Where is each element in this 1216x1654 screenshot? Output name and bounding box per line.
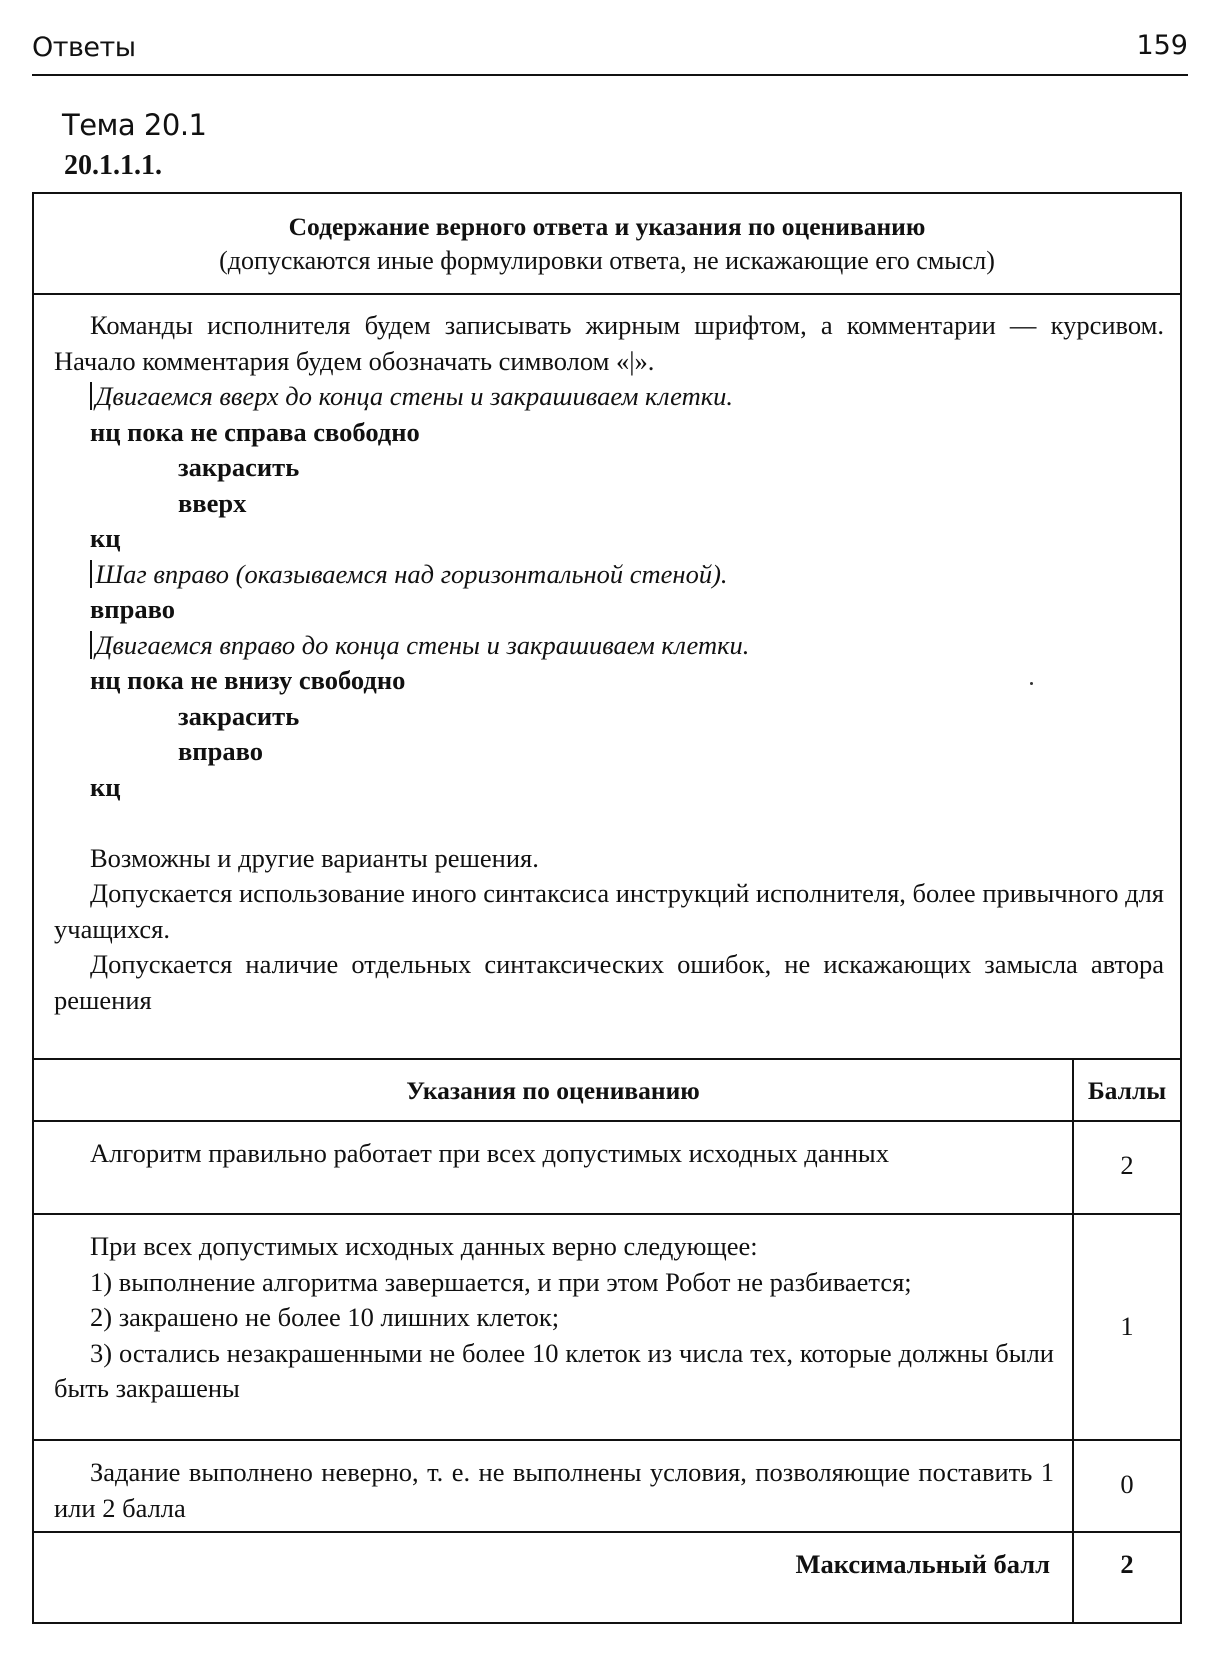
- points-cell: 2: [1120, 1150, 1134, 1180]
- spacer: [54, 805, 1164, 841]
- answer-subheading: (допускаются иные формулировки ответа, не искажающие его смысл): [219, 246, 995, 275]
- criterion-text: 2) закрашено не более 10 лишних клеток;: [90, 1302, 560, 1332]
- answer-heading: Содержание верного ответа и указания по оцениванию: [288, 212, 926, 241]
- answer-body: [54, 308, 1164, 1018]
- code-command: вправо: [178, 736, 263, 766]
- intro-paragraph: Команды исполнителя будем записывать жирным шрифтом, а комментарии — курсивом. Начало комментария будем обозначать символом «|».: [54, 310, 1164, 376]
- comment-line: [54, 557, 1164, 593]
- code-loop-end: кц: [90, 523, 121, 553]
- running-title: Ответы: [32, 32, 136, 63]
- criterion-cell: [54, 1229, 1054, 1407]
- criterion-text: Алгоритм правильно работает при всех допустимых исходных данных: [90, 1138, 889, 1168]
- answer-header: [34, 194, 1180, 295]
- comment-text: Двигаемся вправо до конца стены и закрашиваем клетки.: [95, 629, 750, 660]
- code-loop-end: кц: [90, 771, 121, 802]
- topic-heading: Тема 20.1: [62, 108, 207, 142]
- comment-text: Двигаемся вверх до конца стены и закрашиваем клетки.: [95, 381, 733, 411]
- code-command: вправо: [90, 594, 175, 624]
- comment-bar: [90, 631, 92, 659]
- max-score-value: 2: [1120, 1549, 1134, 1579]
- comment-bar: [90, 560, 92, 588]
- max-score-label: Максимальный балл: [795, 1549, 1050, 1579]
- points-column-header: Баллы: [1087, 1076, 1167, 1105]
- code-loop-header: нц пока не справа свободно: [90, 416, 420, 447]
- comment-line: [54, 628, 1164, 664]
- scan-speck: [1030, 682, 1033, 685]
- running-head: [32, 28, 1188, 76]
- criterion-text: При всех допустимых исходных данных верно следующее:: [90, 1231, 758, 1261]
- grading-header-row: [34, 1060, 1180, 1120]
- grading-row: [34, 1120, 1180, 1213]
- code-command: закрасить: [178, 452, 300, 482]
- grading-row: [34, 1213, 1180, 1439]
- grading-row: [34, 1439, 1180, 1531]
- comment-line: [54, 379, 1164, 415]
- comment-bar: [90, 382, 92, 410]
- page-number: 159: [1136, 30, 1188, 61]
- comment-text: Шаг вправо (оказываемся над горизонтальной стеной).: [95, 558, 728, 589]
- criterion-text: Задание выполнено неверно, т. е. не выполнены условия, позволяющие поставить 1 или 2 балла: [54, 1457, 1054, 1523]
- code-command: закрасить: [178, 700, 300, 731]
- note-paragraph: Возможны и другие варианты решения.: [90, 842, 539, 873]
- note-paragraph: Допускается использование иного синтаксиса инструкций исполнителя, более привычного для учащихся.: [54, 878, 1164, 944]
- points-cell: 1: [1120, 1311, 1134, 1341]
- task-number: 20.1.1.1.: [64, 150, 162, 181]
- answer-box: [32, 192, 1182, 1060]
- criterion-cell: [54, 1136, 1054, 1172]
- criterion-text: 1) выполнение алгоритма завершается, и при этом Робот не разбивается;: [90, 1266, 912, 1297]
- criterion-text: 3) остались незакрашенными не более 10 клеток из числа тех, которые должны были быть закрашены: [54, 1337, 1054, 1403]
- code-loop-header: нц пока не внизу свободно: [90, 665, 406, 695]
- note-paragraph: Допускается наличие отдельных синтаксических ошибок, не искажающих замысла автора решения: [54, 949, 1164, 1015]
- points-cell: 0: [1120, 1469, 1134, 1499]
- code-command: вверх: [178, 487, 247, 518]
- grading-max-row: [34, 1531, 1180, 1622]
- criterion-cell: [54, 1455, 1054, 1526]
- grading-table: [32, 1058, 1182, 1624]
- criteria-column-header: Указания по оцениванию: [406, 1076, 700, 1105]
